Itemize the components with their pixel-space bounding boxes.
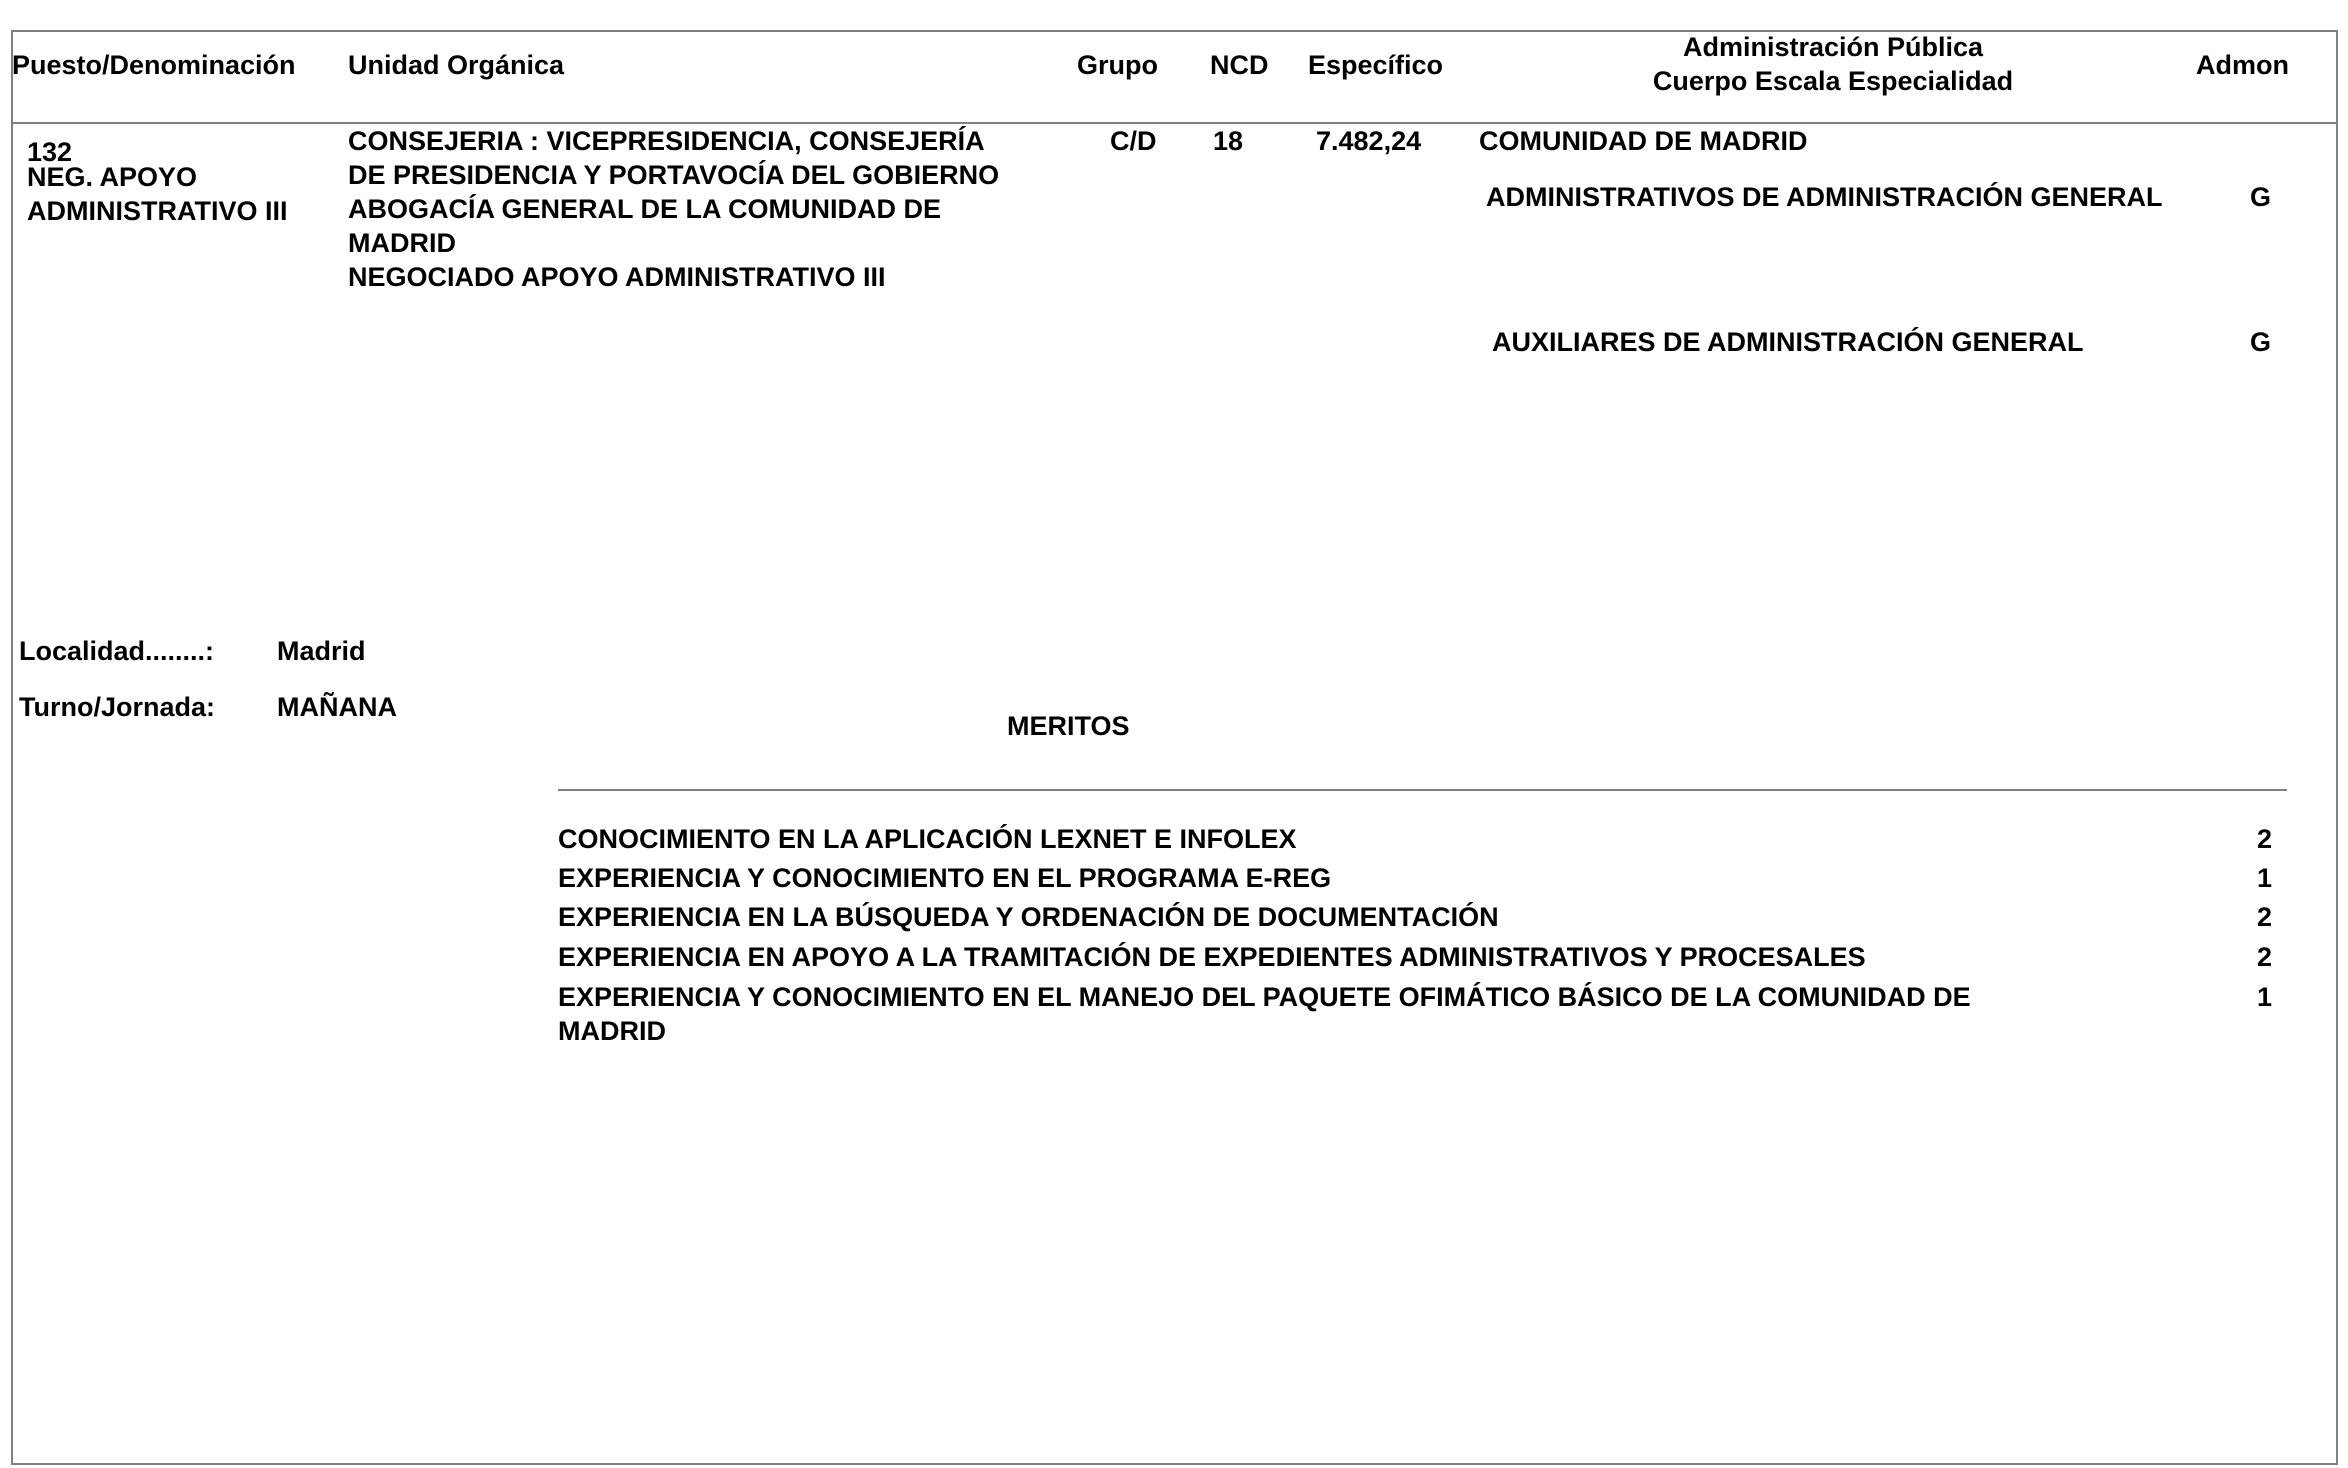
turno-label: Turno/Jornada: (19, 692, 216, 722)
cuerpo-admon: G (2250, 327, 2272, 357)
merito-points: 2 (2256, 824, 2272, 854)
merito-text (558, 980, 1971, 1048)
merito-line: MADRID (558, 1016, 666, 1046)
header-puesto: Puesto/Denominación (12, 50, 296, 80)
unidad-line: CONSEJERIA : VICEPRESIDENCIA, CONSEJERÍA (348, 126, 985, 156)
puesto-grupo: C/D (1110, 126, 1157, 156)
header-cuerpo-escala: Cuerpo Escala Especialidad (1652, 66, 2014, 96)
merito-points: 2 (2256, 942, 2272, 972)
localidad-value: Madrid (277, 636, 366, 666)
puesto-especifico: 7.482,24 (1316, 126, 1422, 156)
turno-value: MAÑANA (277, 692, 397, 722)
merito-points: 1 (2256, 863, 2272, 893)
unidad-line: MADRID (348, 228, 456, 258)
merito-text: CONOCIMIENTO EN LA APLICACIÓN LEXNET E INFOLEX (558, 824, 1297, 854)
puesto-numero: 132 (27, 137, 73, 167)
cuerpo-nombre: ADMINISTRATIVOS DE ADMINISTRACIÓN GENERAL (1486, 182, 2163, 212)
unidad-line: NEGOCIADO APOYO ADMINISTRATIVO III (348, 262, 886, 292)
meritos-divider (558, 789, 2287, 791)
merito-text: EXPERIENCIA Y CONOCIMIENTO EN EL PROGRAMA E-REG (558, 863, 1332, 893)
denominacion-line: NEG. APOYO (27, 162, 198, 192)
merito-text: EXPERIENCIA EN LA BÚSQUEDA Y ORDENACIÓN DE DOCUMENTACIÓN (558, 902, 1499, 932)
header-admin-publica: Administración Pública (1682, 32, 1984, 62)
header-admon: Admon (2196, 50, 2289, 80)
merito-line: EXPERIENCIA Y CONOCIMIENTO EN EL MANEJO DEL PAQUETE OFIMÁTICO BÁSICO DE LA COMUNIDAD DE (558, 982, 1971, 1012)
header-especifico: Específico (1308, 50, 1444, 80)
merito-text: EXPERIENCIA EN APOYO A LA TRAMITACIÓN DE EXPEDIENTES ADMINISTRATIVOS Y PROCESALES (558, 942, 1866, 972)
localidad-label: Localidad........: (19, 636, 215, 666)
unidad-line: DE PRESIDENCIA Y PORTAVOCÍA DEL GOBIERNO (348, 160, 1000, 190)
unidad-line: ABOGACÍA GENERAL DE LA COMUNIDAD DE (348, 194, 942, 224)
cuerpo-admon: G (2250, 182, 2272, 212)
puesto-administracion: COMUNIDAD DE MADRID (1479, 126, 1808, 156)
denominacion-line: ADMINISTRATIVO III (27, 196, 288, 226)
puesto-denominacion (27, 160, 288, 228)
header-ncd: NCD (1210, 50, 1269, 80)
header-unidad: Unidad Orgánica (348, 50, 565, 80)
meritos-title: MERITOS (1007, 711, 1130, 741)
merito-points: 2 (2256, 902, 2272, 932)
header-grupo: Grupo (1077, 50, 1158, 80)
puesto-ncd: 18 (1213, 126, 1244, 156)
cuerpo-nombre: AUXILIARES DE ADMINISTRACIÓN GENERAL (1492, 327, 2084, 357)
merito-points: 1 (2256, 982, 2272, 1012)
unidad-organica (348, 124, 999, 294)
